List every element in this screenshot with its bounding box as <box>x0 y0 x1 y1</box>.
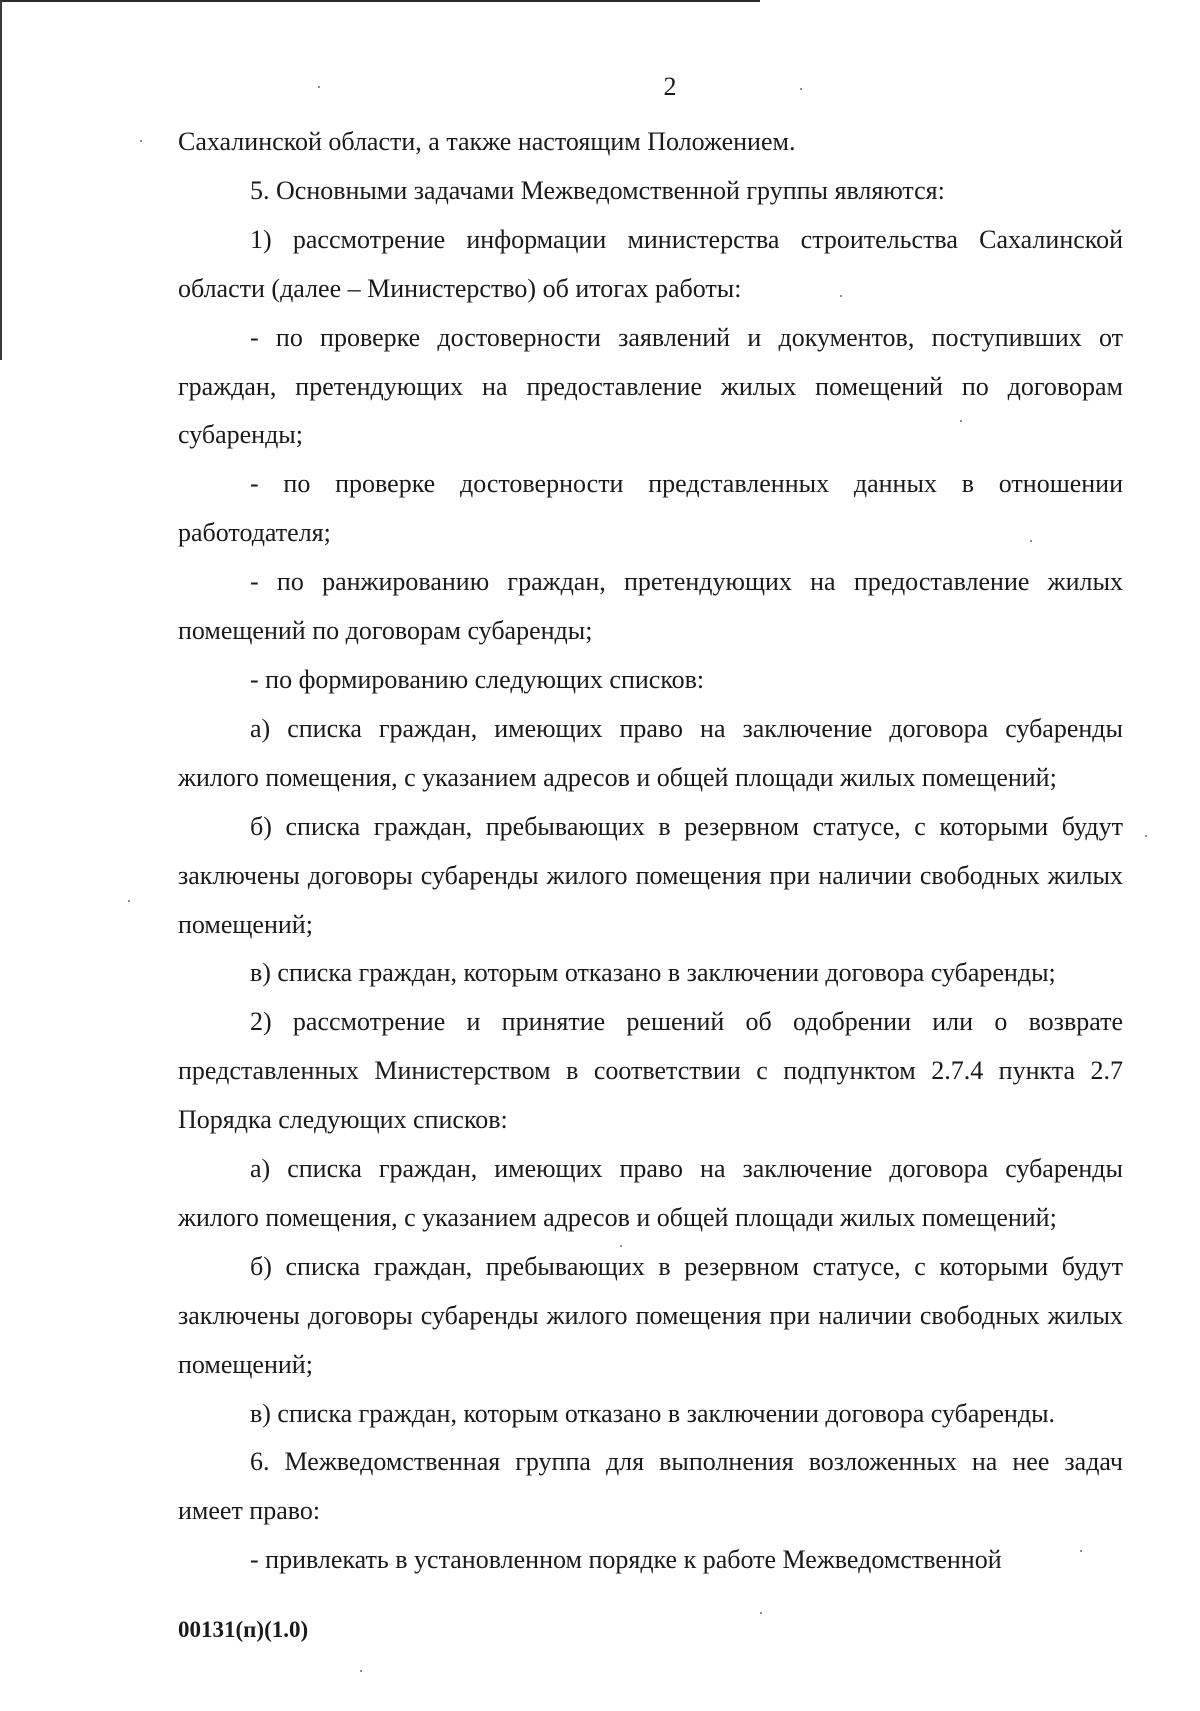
scan-edge-left <box>0 0 2 360</box>
paragraph: 1) рассмотрение информации министерства строительства Сахалинской области (далее – Министерство) об итогах работы: <box>178 224 1123 303</box>
paragraph: 2) рассмотрение и принятие решений об одобрении или о возврате представленных Министерством в соответствии с подпунктом 2.7.4 пункта 2.7 Порядка следующих списков: <box>178 1007 1123 1135</box>
paragraph: б) списка граждан, пребывающих в резервном статусе, с которыми будут заключены договоры субаренды жилого помещения при наличии свободных жилых помещений; <box>178 1251 1123 1379</box>
paragraph: 5. Основными задачами Межведомственной группы являются: <box>250 175 945 205</box>
paragraph: а) списка граждан, имеющих право на заключение договора субаренды жилого помещения, с указанием адресов и общей площади жилых помещений; <box>178 1154 1123 1232</box>
paragraph: - по проверке достоверности заявлений и документов, поступивших от граждан, претендующих на предоставление жилых помещений по договорам субаренды; <box>178 322 1123 450</box>
scan-speck <box>140 140 142 142</box>
scan-edge-top <box>0 0 760 2</box>
scan-speck <box>318 86 320 88</box>
document-code: 00131(п)(1.0) <box>178 1617 309 1642</box>
paragraph: - привлекать в установленном порядке к работе Межведомственной <box>250 1545 1002 1575</box>
paragraph: в) списка граждан, которым отказано в заключении договора субаренды; <box>250 958 1056 988</box>
scan-speck <box>1145 835 1147 837</box>
paragraph: - по проверке достоверности представленных данных в отношении работодателя; <box>178 469 1123 548</box>
paragraph: - по формированию следующих списков: <box>250 664 705 694</box>
scan-speck <box>960 420 962 422</box>
scan-speck <box>620 1245 622 1247</box>
scan-speck <box>760 1612 762 1614</box>
scan-speck <box>360 1670 362 1672</box>
scan-speck <box>128 900 130 902</box>
paragraph: б) списка граждан, пребывающих в резервном статусе, с которыми будут заключены договоры субаренды жилого помещения при наличии свободных жилых помещений; <box>178 811 1123 939</box>
paragraph: 6. Межведомственная группа для выполнения возложенных на нее задач имеет право: <box>178 1447 1123 1526</box>
scan-speck <box>1030 540 1032 542</box>
paragraph: Сахалинской области, а также настоящим Положением. <box>178 127 796 156</box>
paragraph: в) списка граждан, которым отказано в заключении договора субаренды. <box>250 1398 1056 1428</box>
scan-speck <box>800 88 802 90</box>
scan-speck <box>840 295 842 297</box>
document-body <box>178 118 1123 1585</box>
page-number: 2 <box>663 72 677 101</box>
paragraph: - по ранжированию граждан, претендующих на предоставление жилых помещений по договорам субаренды; <box>178 567 1123 646</box>
paragraph: а) списка граждан, имеющих право на заключение договора субаренды жилого помещения, с указанием адресов и общей площади жилых помещений; <box>178 713 1123 792</box>
scan-speck <box>1080 1550 1082 1552</box>
